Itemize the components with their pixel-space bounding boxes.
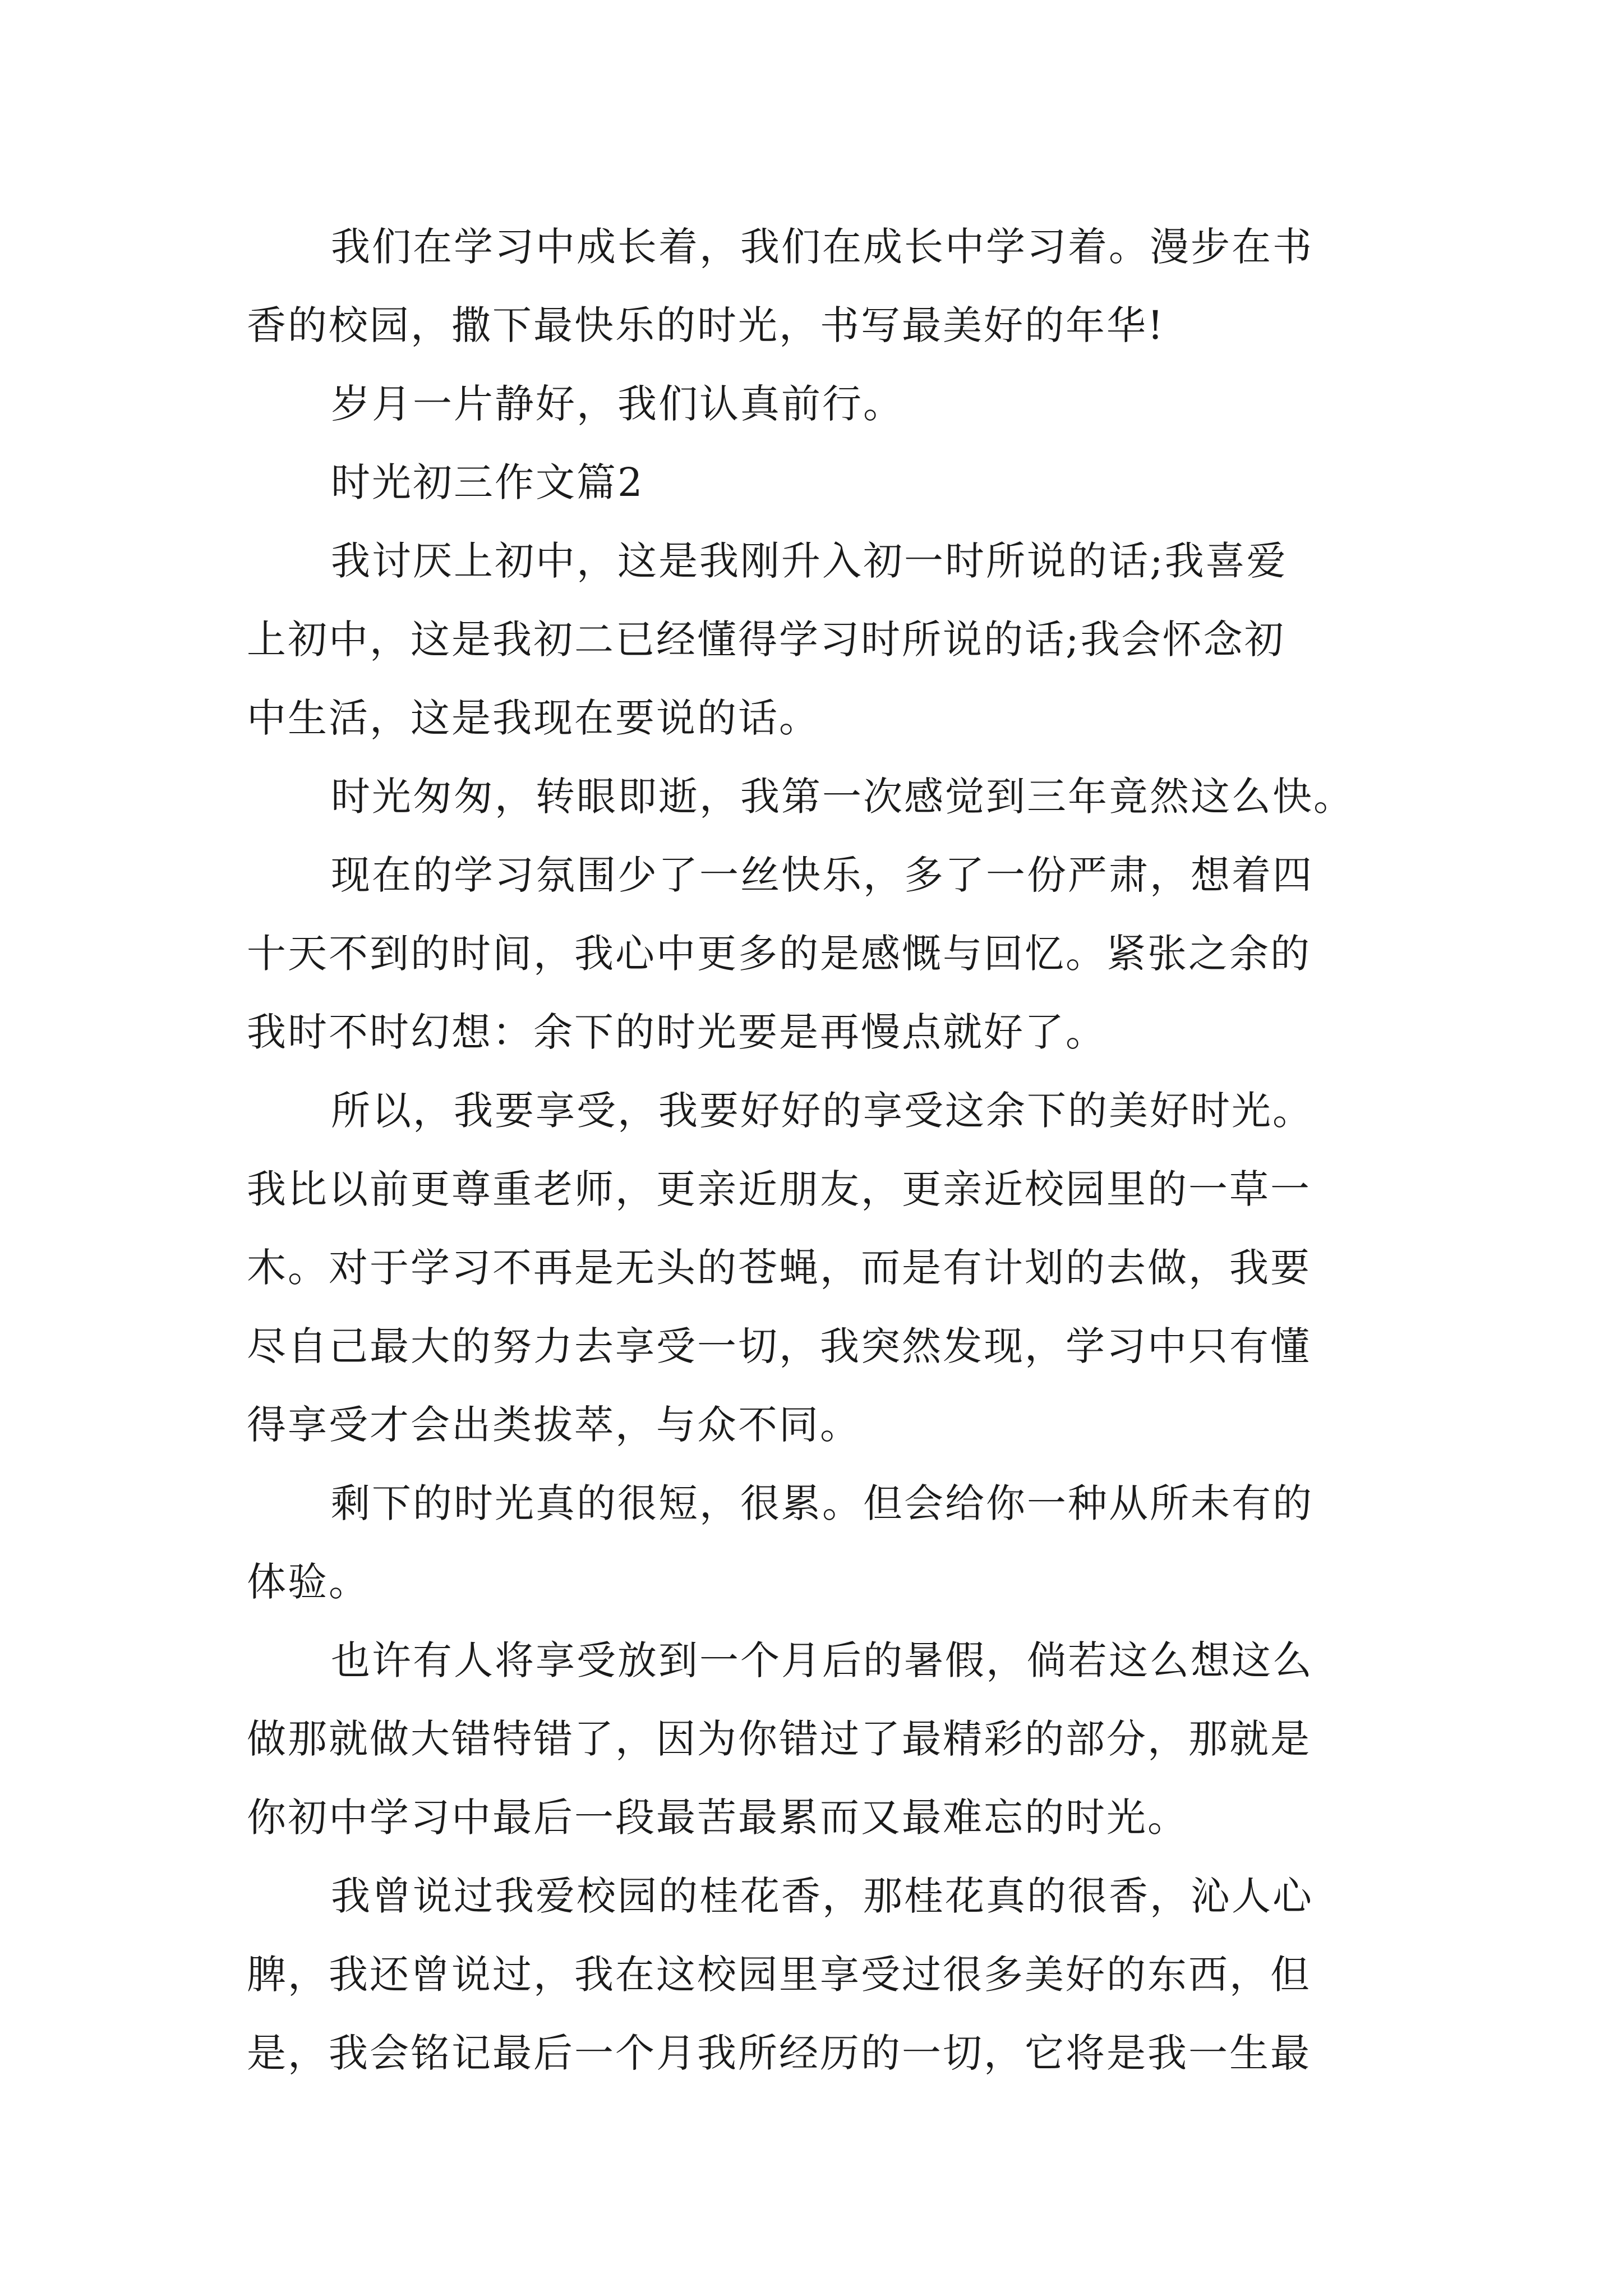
paragraph-3-line-3: 中生活，这是我现在要说的话。 bbox=[247, 695, 820, 741]
paragraph-7-line-1: 剩下的时光真的很短，很累。但会给你一种从所未有的 bbox=[331, 1480, 1313, 1526]
paragraph-5-line-2: 十天不到的时间，我心中更多的是感慨与回忆。紧张之余的 bbox=[247, 931, 1311, 977]
paragraph-2-line-1: 岁月一片静好，我们认真前行。 bbox=[331, 381, 904, 427]
paragraph-8-line-3: 你初中学习中最后一段最苦最累而又最难忘的时光。 bbox=[247, 1795, 1188, 1841]
paragraph-9-line-1: 我曾说过我爱校园的桂花香，那桂花真的很香，沁人心 bbox=[331, 1873, 1313, 1919]
paragraph-8-line-2: 做那就做大错特错了，因为你错过了最精彩的部分，那就是 bbox=[247, 1716, 1311, 1762]
paragraph-6-line-2: 我比以前更尊重老师，更亲近朋友，更亲近校园里的一草一 bbox=[247, 1166, 1311, 1212]
paragraph-6-line-3: 木。对于学习不再是无头的苍蝇，而是有计划的去做，我要 bbox=[247, 1245, 1311, 1291]
paragraph-6-line-5: 得享受才会出类拔萃，与众不同。 bbox=[247, 1402, 861, 1448]
document-page bbox=[247, 0, 1391, 2296]
paragraph-5-line-3: 我时不时幻想：余下的时光要是再慢点就好了。 bbox=[247, 1009, 1106, 1055]
paragraph-8-line-1: 也许有人将享受放到一个月后的暑假，倘若这么想这么 bbox=[331, 1637, 1313, 1683]
paragraph-7-line-2: 体验。 bbox=[247, 1559, 370, 1605]
paragraph-9-line-3: 是，我会铭记最后一个月我所经历的一切，它将是我一生最 bbox=[247, 2030, 1311, 2076]
paragraph-1-line-2: 香的校园，撒下最快乐的时光，书写最美好的年华! bbox=[247, 302, 1165, 348]
paragraph-9-line-2: 脾，我还曾说过，我在这校园里享受过很多美好的东西，但 bbox=[247, 1952, 1311, 1998]
paragraph-6-line-1: 所以，我要享受，我要好好的享受这余下的美好时光。 bbox=[331, 1088, 1313, 1134]
paragraph-3-line-2: 上初中，这是我初二已经懂得学习时所说的话;我会怀念初 bbox=[247, 616, 1285, 662]
section-heading: 时光初三作文篇2 bbox=[331, 459, 644, 505]
paragraph-4-line-1: 时光匆匆，转眼即逝，我第一次感觉到三年竟然这么快。 bbox=[331, 774, 1354, 820]
paragraph-5-line-1: 现在的学习氛围少了一丝快乐，多了一份严肃，想着四 bbox=[331, 852, 1313, 898]
paragraph-3-line-1: 我讨厌上初中，这是我刚升入初一时所说的话;我喜爱 bbox=[331, 538, 1288, 584]
paragraph-6-line-4: 尽自己最大的努力去享受一切，我突然发现，学习中只有懂 bbox=[247, 1323, 1311, 1369]
paragraph-1-line-1: 我们在学习中成长着，我们在成长中学习着。漫步在书 bbox=[331, 224, 1313, 270]
